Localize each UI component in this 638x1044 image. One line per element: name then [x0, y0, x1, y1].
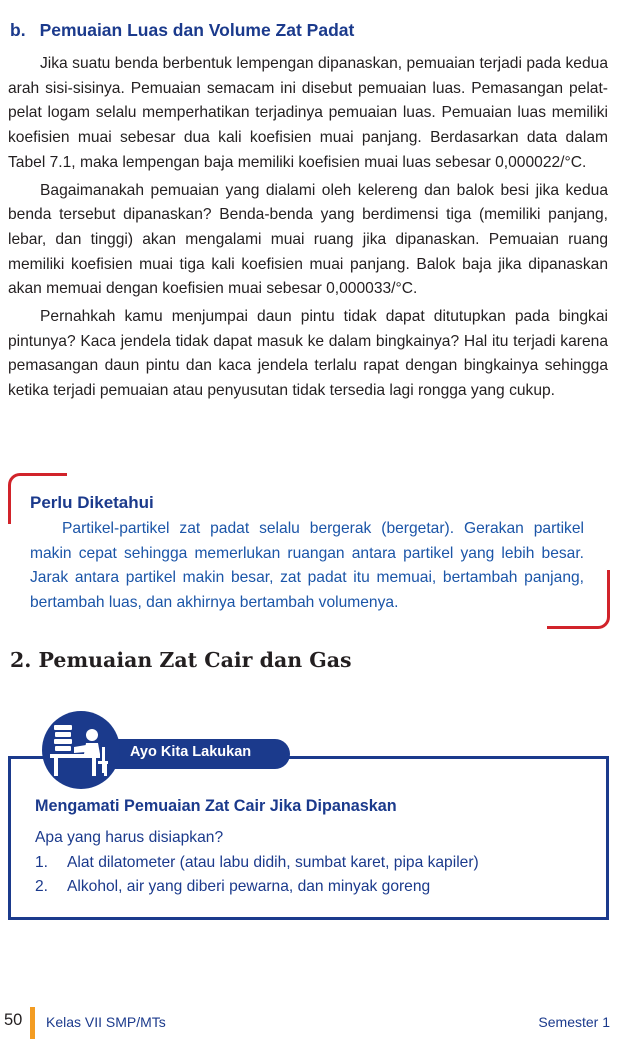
list-item-number: 1.	[35, 854, 49, 871]
section-marker: b.	[10, 20, 26, 40]
activity-title: Mengamati Pemuaian Zat Cair Jika Dipanaskan	[35, 797, 397, 815]
footer-divider	[30, 1007, 35, 1039]
page-number: 50	[4, 1011, 23, 1029]
section-title: Pemuaian Luas dan Volume Zat Padat	[39, 20, 355, 40]
list-item-number: 2.	[35, 878, 49, 895]
fact-text: Partikel-partikel zat padat selalu bergerak (bergetar). Gerakan partikel makin cepat sehingga memerlukan ruangan antara partikel yang lebih besar. Jarak antara partikel makin besar, zat padat itu memuai, bertambah panjang, bertambah luas, dan akhirnya bertambah volumenya.	[30, 520, 584, 612]
student-desk-icon	[42, 711, 120, 789]
activity-banner-label: Ayo Kita Lakukan	[130, 744, 252, 760]
list-item-text: Alkohol, air yang diberi pewarna, dan minyak goreng	[67, 878, 431, 895]
paragraph-3: Pernahkah kamu menjumpai daun pintu tidak dapat ditutupkan pada bingkai pintunya? Kaca jendela tidak dapat masuk ke dalam bingkainya? Hal itu terjadi karena pemasangan daun pintu dan kaca jendela terlalu rapat dengan bingkainya sehingga ketika terjadi pemuaian atau penyusutan tidak tersedia lagi rongga yang cukup.	[8, 308, 608, 400]
chapter-title: 2. Pemuaian Zat Cair dan Gas	[10, 648, 352, 672]
list-item-text: Alat dilatometer (atau labu didih, sumbat karet, pipa kapiler)	[67, 854, 479, 871]
section-body	[8, 52, 608, 407]
class-label: Kelas VII SMP/MTs	[46, 1014, 166, 1030]
list-item	[35, 851, 479, 875]
semester-label: Semester 1	[538, 1014, 610, 1030]
activity-banner	[96, 739, 290, 769]
activity-list	[35, 851, 479, 899]
fact-title: Perlu Diketahui	[30, 493, 154, 512]
paragraph-1: Jika suatu benda berbentuk lempengan dipanaskan, pemuaian terjadi pada kedua arah sisi-sisinya. Pemuaian semacam ini disebut pemuaian luas. Pemasangan pelat-pelat logam selalu memperhatikan terjadinya pemuaian luas. Pemuaian luas memiliki koefisien muai sebesar dua kali koefisien muai panjang. Berdasarkan data dalam Tabel 7.1, maka lempengan baja memiliki koefisien muai luas sebesar 0,000022/°C.	[8, 55, 608, 171]
section-heading	[10, 20, 354, 41]
activity-badge	[42, 711, 120, 789]
list-item	[35, 875, 479, 899]
paragraph-2: Bagaimanakah pemuaian yang dialami oleh kelereng dan balok besi jika kedua benda tersebut dipanaskan? Benda-benda yang berdimensi tiga (memiliki panjang, lebar, dan tinggi) akan mengalami muai ruang jika dipanaskan. Pemuaian ruang memiliki koefisien muai tiga kali koefisien muai panjang. Balok baja jika dipanaskan akan memuai dengan koefisien muai sebesar 0,000033/°C.	[8, 181, 608, 298]
activity-question: Apa yang harus disiapkan?	[35, 829, 224, 846]
fact-box	[8, 473, 610, 629]
page-footer	[0, 1007, 638, 1039]
